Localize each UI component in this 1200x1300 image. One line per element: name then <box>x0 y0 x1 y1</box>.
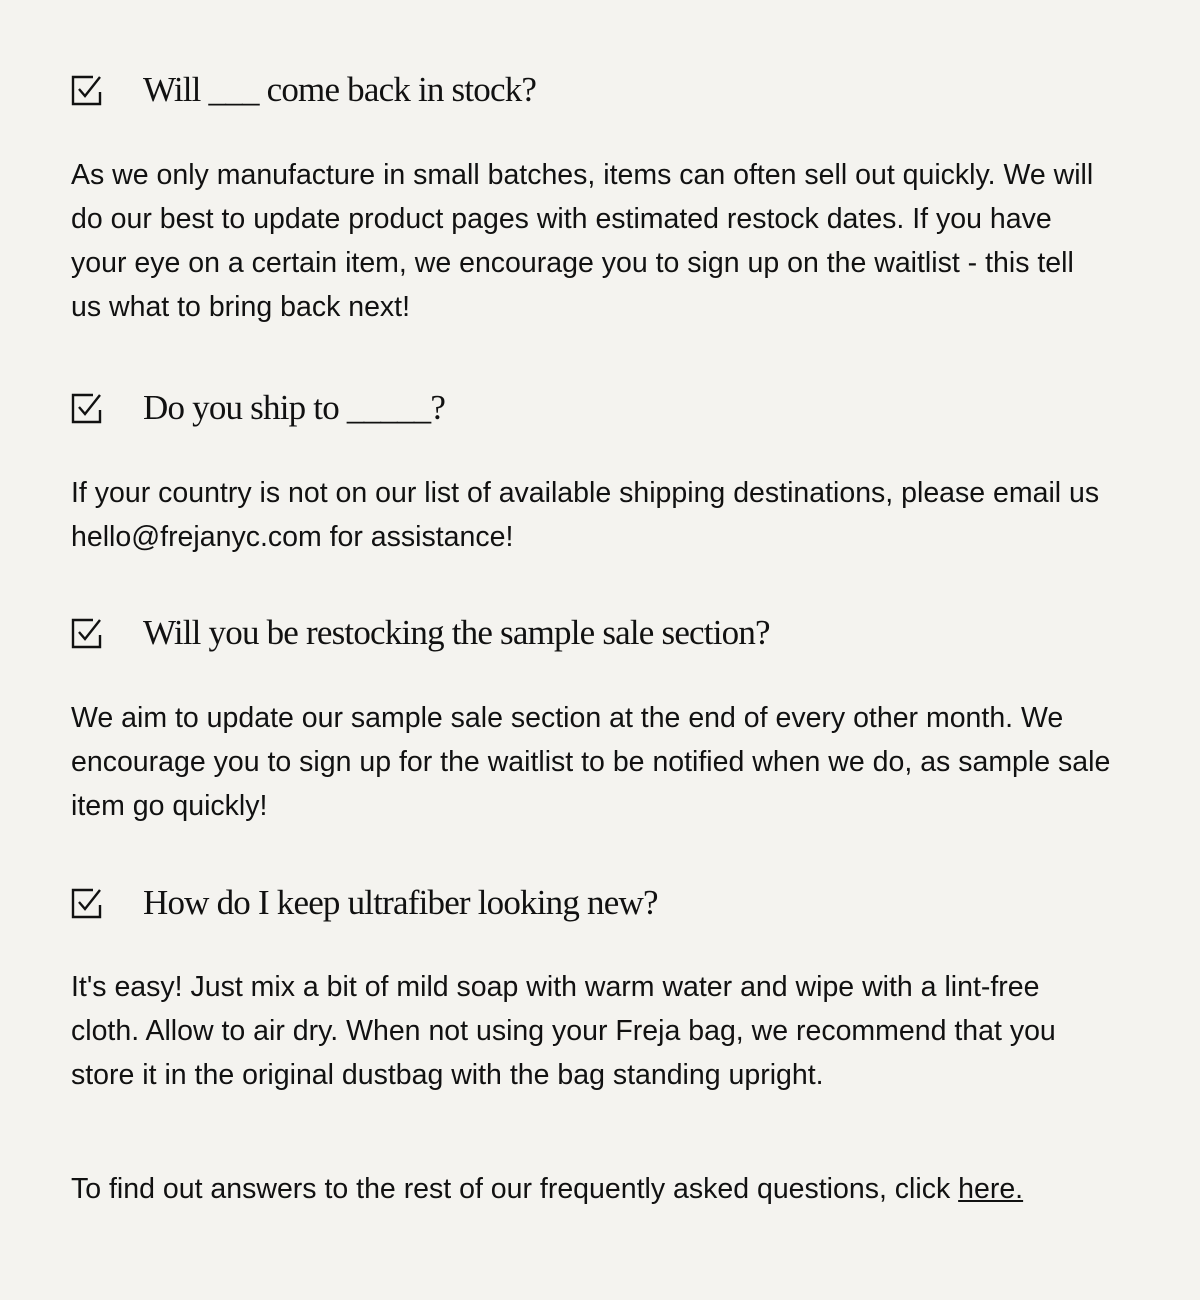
faq-question-2 <box>71 388 445 428</box>
faq-answer-1: As we only manufacture in small batches, items can often sell out quickly. We will do our best to update product pages with estimated restock dates. If you have your eye on a certain item, we encourage you to sign up on the waitlist - this tell us what to bring back next! <box>71 159 1094 323</box>
faq-answer-4: It's easy! Just mix a bit of mild soap with warm water and wipe with a lint-free cloth. Allow to air dry. When not using your Freja bag, we recommend that you store it in the original dustbag with the bag standing upright. <box>71 971 1056 1091</box>
faq-footer <box>71 1171 1071 1207</box>
checkbox-checked-icon <box>71 392 103 424</box>
checkbox-checked-icon <box>71 74 103 106</box>
faq-question-title: Will you be restocking the sample sale section? <box>143 613 770 652</box>
footer-text: To find out answers to the rest of our frequently asked questions, click <box>71 1173 959 1205</box>
faq-question-title: Do you ship to _____? <box>143 388 446 427</box>
faq-answer-2: If your country is not on our list of available shipping destinations, please email us hello@frejanyc.com for assistance! <box>71 477 1100 553</box>
checkbox-checked-icon <box>71 887 103 919</box>
faq-here-link[interactable]: here. <box>958 1173 1024 1205</box>
faq-question-4 <box>71 883 658 923</box>
faq-answer-3: We aim to update our sample sale section at the end of every other month. We encourage you to sign up for the waitlist to be notified when we do, as sample sale item go quickly! <box>71 702 1111 822</box>
checkbox-checked-icon <box>71 617 103 649</box>
faq-question-1 <box>71 70 536 110</box>
faq-question-title: Will ___ come back in stock? <box>143 70 537 109</box>
faq-question-title: How do I keep ultrafiber looking new? <box>143 883 658 922</box>
faq-question-3 <box>71 613 770 653</box>
